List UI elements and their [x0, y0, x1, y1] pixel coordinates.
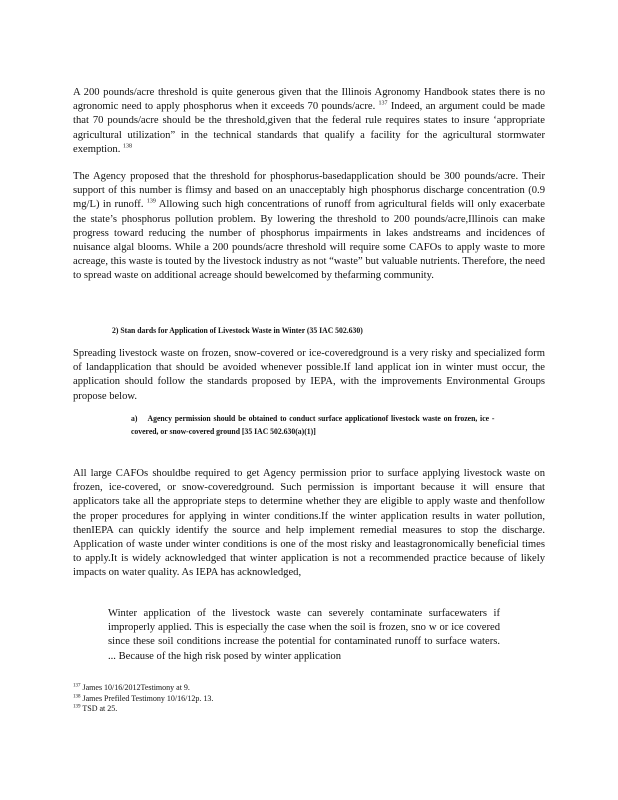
footnote-138: [73, 694, 373, 705]
footnote-137: [73, 683, 373, 694]
paragraph-agency-permission: [73, 467, 545, 581]
paragraph-text: Spreading livestock waste on frozen, snow-covered or ice-coveredground is a very risky and specialized form of landapplication that should be avoided whenever possible.If land applicat ion in winter must occur, the application should follow the standards proposed by IEPA, with the improvements Environmental Groups propose below.: [73, 348, 545, 402]
paragraph-winter-spreading: [73, 347, 545, 404]
paragraph-threshold-generous: [73, 86, 545, 157]
paragraph-agency-proposal: [73, 170, 545, 284]
footnote-ref-137[interactable]: 137: [378, 100, 388, 107]
paragraph-text: The Agency proposed that the threshold for phosphorus-basedapplication should be 300 pounds/acre. Their support of this number is flimsy and based on an unacceptably high phosphorus discharge concentration (0.9 mg/L) in runoff.: [73, 171, 545, 211]
paragraph-text-continued: Allowing such high concentrations of runoff from agricultural fields will only exacerbate the state’s phosphorus pollution problem. By lowering the threshold to 200 pounds/acre,Illinois can make progress toward reducing the number of phosphorus impairments in lakes andstreams and incidences of nuisance algal blooms. While a 200 pounds/acre threshold will require some CAFOs to apply waste to more acreage, this waste is touted by the livestock industry as not “waste” but valuable nutrients. Therefore, the need to spread waste on additional acreage should bewelcomed by thefarming community.: [73, 199, 545, 282]
block-quote: Winter application of the livestock waste can severely contaminate surfacewaters if improperly applied. This is especially the case when the soil is frozen, sno w or ice covered since these soil conditions increase the potential for contaminated runoff to surface waters. ... Because of the high risk posed by winter application: [108, 608, 500, 662]
paragraph-text: All large CAFOs shouldbe required to get Agency permission prior to surface applying livestock waste on frozen, ice-covered, or snow-coveredground. Such permission is important because it will ensure that applicators take all the appropriate steps to determine whether they are eligible to apply waste and thenfollow the proper procedures for applying in winter conditions.If the winter application results in water pollution, thenIEPA can quickly identify the source and help implement remedial measures to stop the discharge. Application of waste under winter conditions is one of the most risky and leastagronomically beneficial times to apply.It is widely acknowledged that winter application is not a recommended practice because of likely impacts on water quality. As IEPA has acknowledged,: [73, 468, 545, 579]
subsection-heading: [131, 413, 494, 438]
footnote-text: TSD at 25.: [82, 704, 118, 713]
paragraph-text: A 200 pounds/acre threshold is quite generous given that the Illinois Agronomy Handbook states there is no agronomic need to apply phosphorus when it exceeds 70 pounds/acre.: [73, 87, 545, 113]
footnote-ref-139[interactable]: 139: [146, 198, 156, 205]
footnote-139: [73, 704, 373, 715]
subsection-text: Agency permission should be obtained to conduct surface applicationof livestock waste on frozen, ice -covered, or snow-covered ground [35 IAC 502.630(a)(1)]: [131, 414, 495, 436]
section-heading: 2) Stan dards for Application of Livestock Waste in Winter (35 IAC 502.630): [112, 326, 363, 335]
footnote-number: 139: [73, 704, 81, 710]
footnote-text: James 10/16/2012Testimony at 9.: [82, 683, 190, 692]
footnote-number: 137: [73, 683, 81, 689]
footnote-ref-138[interactable]: 138: [123, 143, 133, 150]
footnote-number: 138: [73, 693, 81, 699]
subsection-marker: a): [131, 414, 138, 423]
footnotes: [73, 683, 373, 715]
footnote-text: James Prefiled Testimony 10/16/12p. 13.: [82, 693, 214, 703]
paragraph-text-continued: Indeed, an argument could be made that 70 pounds/acre should be the threshold,given that the federal rule requires states to insure ‘appropriate agricultural utilization” in the technical standards that qualify a facility for the agricultural stormwater exemption.: [73, 101, 545, 155]
